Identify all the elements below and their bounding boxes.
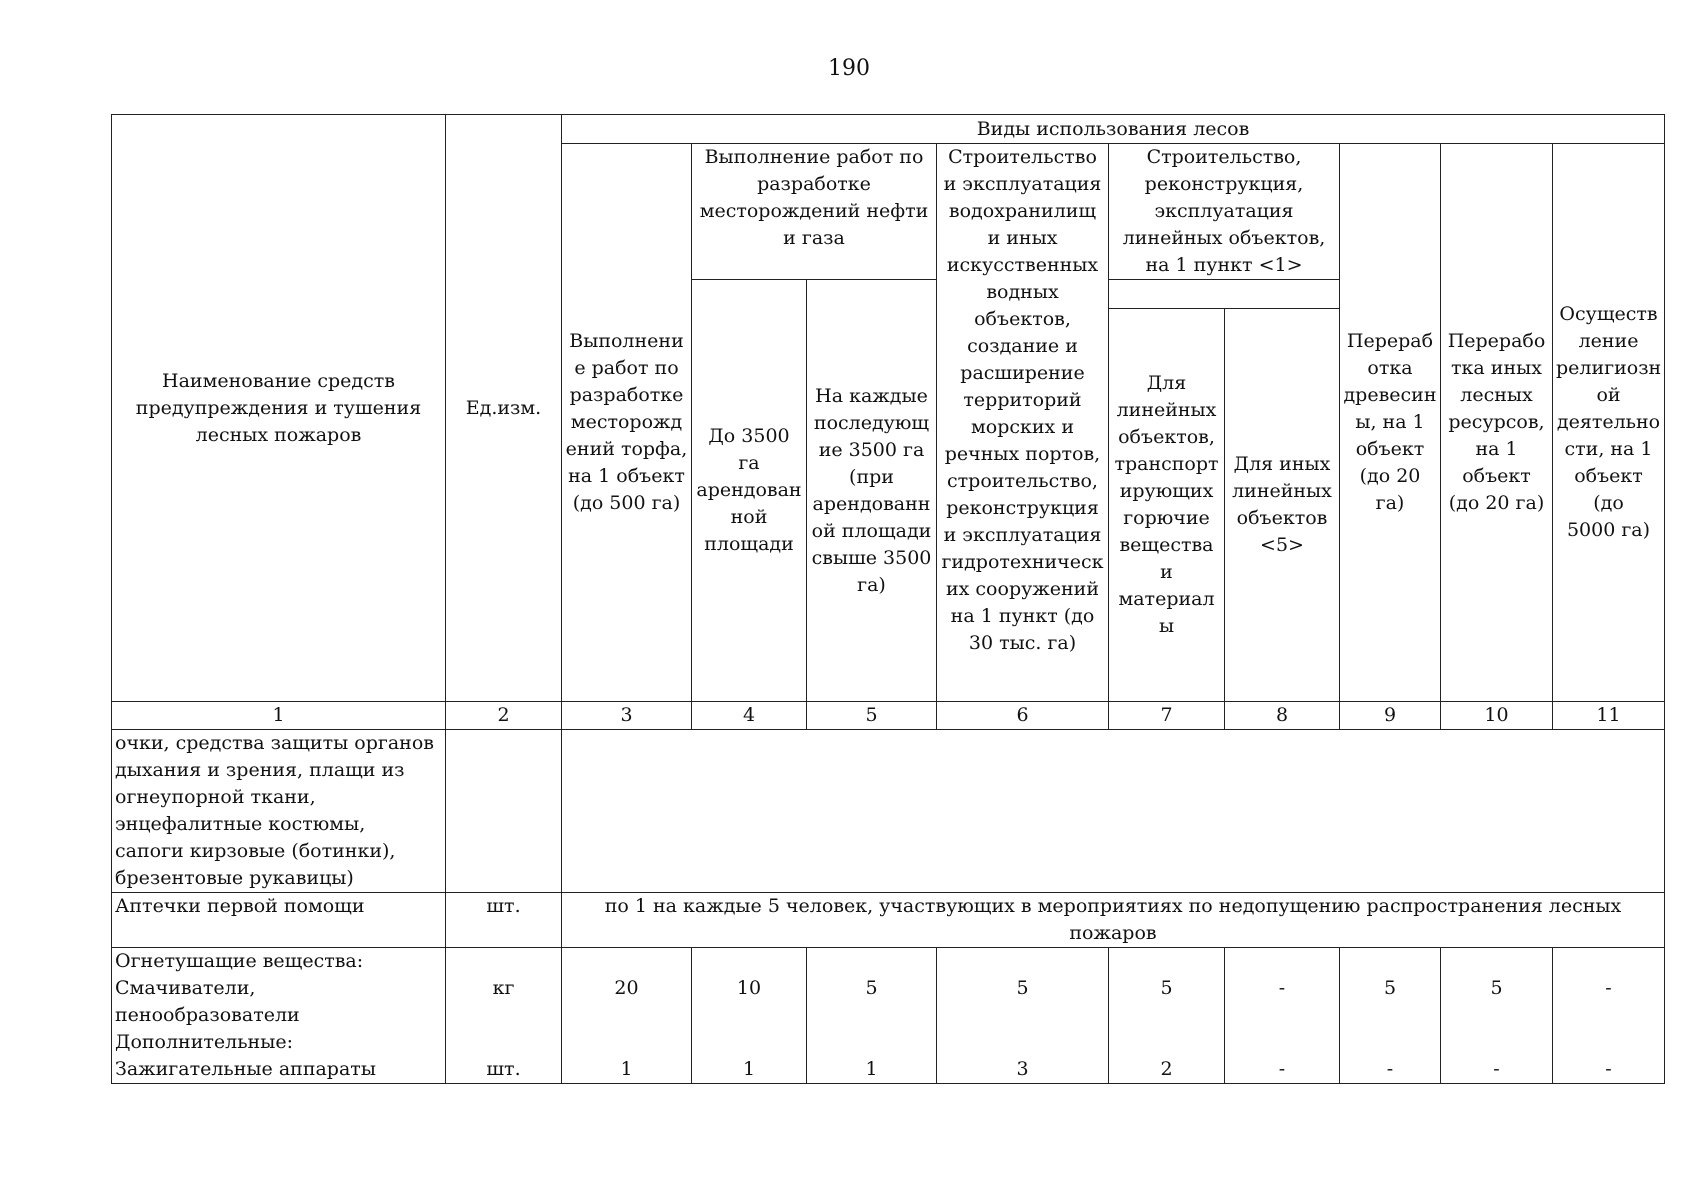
fire-equipment-table	[111, 114, 1665, 1084]
header-up-to-3500: До 3500 га арендован ной площади	[692, 280, 807, 702]
column-number: 11	[1553, 702, 1665, 730]
header-unit: Ед.изм.	[446, 115, 562, 702]
row-value: 5 2	[1109, 948, 1225, 1084]
column-number: 10	[1441, 702, 1553, 730]
header-group-forest-use: Виды использования лесов	[562, 115, 1665, 144]
column-number: 6	[937, 702, 1109, 730]
row-value: 20 1	[562, 948, 692, 1084]
header-each-next-3500: На каждые последующ ие 3500 га (при арендованн ой площади свыше 3500 га)	[807, 280, 937, 702]
header-name: Наименование средств предупреждения и тушения лесных пожаров	[112, 115, 446, 702]
row-norm-text: по 1 на каждые 5 человек, участвующих в мероприятиях по недопущению распространения лесных пожаров	[562, 893, 1665, 948]
table-row-protective	[112, 730, 1665, 893]
row-value: 5 1	[807, 948, 937, 1084]
header-reservoirs: Строительство и эксплуатация водохранилищ и иных искусственных водных объектов, создание и расширение территорий морских и речных портов, строительство, реконструкция и эксплуатация гидротехническ их сооружений на 1 пункт (до 30 тыс. га)	[937, 144, 1109, 702]
row-value: - -	[1553, 948, 1665, 1084]
column-number: 5	[807, 702, 937, 730]
row-name: Огнетушащие вещества: Смачиватели, пенообразователи Дополнительные: Зажигательные аппараты	[112, 948, 446, 1084]
row-name: очки, средства защиты органов дыхания и зрения, плащи из огнеупорной ткани, энцефалитные костюмы, сапоги кирзовые (ботинки), брезентовые рукавицы)	[112, 730, 446, 893]
row-value: 5 -	[1340, 948, 1441, 1084]
row-values-empty	[562, 730, 1665, 893]
row-name: Аптечки первой помощи	[112, 893, 446, 948]
row-unit: шт.	[446, 893, 562, 948]
row-value: 5 3	[937, 948, 1109, 1084]
row-unit	[446, 730, 562, 893]
column-number: 3	[562, 702, 692, 730]
row-unit: кг шт.	[446, 948, 562, 1084]
column-number: 4	[692, 702, 807, 730]
table-row-extinguishing	[112, 948, 1665, 1084]
column-number: 1	[112, 702, 446, 730]
header-group-linear: Строительство, реконструкция, эксплуатация линейных объектов, на 1 пункт <1>	[1109, 144, 1340, 280]
header-peat: Выполнени е работ по разработке месторожд ений торфа, на 1 объект (до 500 га)	[562, 144, 692, 702]
header-linear-flammable: Для линейных объектов, транспорт ирующих горючие вещества и материал ы	[1109, 309, 1225, 702]
row-value: - -	[1225, 948, 1340, 1084]
header-other-resources: Перерабо тка иных лесных ресурсов, на 1 объект (до 20 га)	[1441, 144, 1553, 702]
table-row-first-aid	[112, 893, 1665, 948]
row-value: 5 -	[1441, 948, 1553, 1084]
header-linear-other: Для иных линейных объектов <5>	[1225, 309, 1340, 702]
column-number: 2	[446, 702, 562, 730]
page-number: 190	[828, 56, 870, 81]
column-number: 8	[1225, 702, 1340, 730]
header-group-oil-gas: Выполнение работ по разработке месторождений нефти и газа	[692, 144, 937, 280]
row-value: 10 1	[692, 948, 807, 1084]
column-number: 7	[1109, 702, 1225, 730]
header-religious: Осуществ ление религиозн ой деятельно сти, на 1 объект (до 5000 га)	[1553, 144, 1665, 702]
column-number: 9	[1340, 702, 1441, 730]
header-timber: Перераб отка древесин ы, на 1 объект (до 20 га)	[1340, 144, 1441, 702]
